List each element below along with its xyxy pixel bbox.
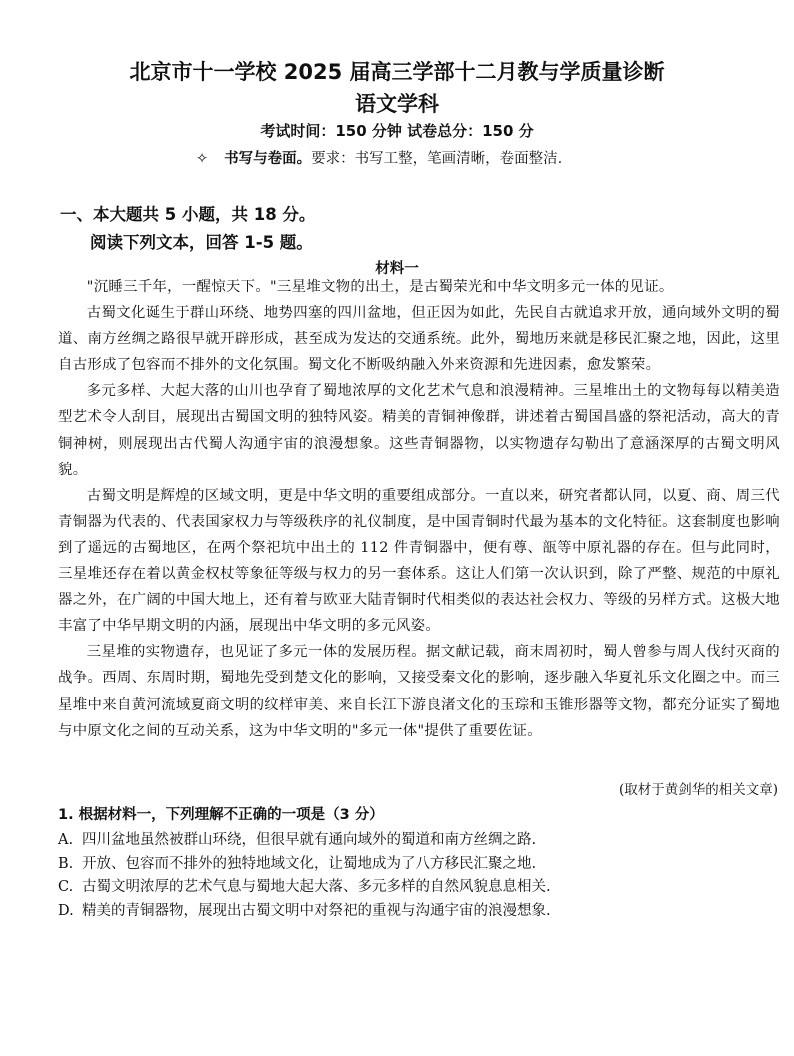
option-b bbox=[58, 853, 758, 877]
question-stem: 1. 根据材料一，下列理解不正确的一项是（3 分） bbox=[58, 807, 384, 823]
option-letter: D. bbox=[58, 902, 74, 919]
exam-subject: 语文学科 bbox=[355, 92, 439, 116]
option-text: 精美的青铜器物，展现出古蜀文明中对祭祀的重视与沟通宇宙的浪漫想象. bbox=[82, 902, 551, 919]
option-c bbox=[58, 876, 758, 900]
writing-note bbox=[196, 147, 562, 168]
passage bbox=[58, 274, 780, 744]
passage-paragraph: 古蜀文明是辉煌的区域文明，更是中华文明的重要组成部分。一直以来，研究者都认同，以夏、商、周三代青铜器为代表的、代表国家权力与等级秩序的礼仪制度，是中国青铜时代最为基本的文化特征。这套制度也影响到了遥远的古蜀地区，在两个祭祀坑中出土的 112 件青铜器中，便有尊、瓿等中原礼器的存在。但与此同时，三星堆还存在着以黄金权杖等象征等级与权力的另一套体系。这让人们第一次认识到，除了严整、规范的中原礼器之外，在广阔的中国大地上，还有着与欧亚大陆青铜时代相类似的表达社会权力、等级的另样方式。这极大地丰富了中华早期文明的内涵，展现出中华文明的多元风姿。 bbox=[58, 487, 780, 635]
option-letter: C. bbox=[58, 879, 74, 895]
option-text: 四川盆地虽然被群山环绕，但很早就有通向域外的蜀道和南方丝绸之路. bbox=[82, 832, 537, 848]
diamond-icon: ✧ bbox=[196, 151, 209, 167]
option-a bbox=[58, 829, 758, 853]
exam-time-info: 考试时间：150 分钟 试卷总分：150 分 bbox=[260, 122, 534, 140]
section-instruction: 阅读下列文本，回答 1-5 题。 bbox=[90, 233, 313, 252]
passage-source: (取材于黄剑华的相关文章) bbox=[618, 782, 778, 798]
passage-paragraph: "沉睡三千年，一醒惊天下。"三星堆文物的出土，是古蜀荣光和中华文明多元一体的见证。 bbox=[86, 279, 674, 295]
option-d bbox=[58, 900, 758, 924]
question-options bbox=[58, 829, 758, 923]
passage-paragraph: 古蜀文化诞生于群山环绕、地势四塞的四川盆地，但正因为如此，先民自古就追求开放，通向域外文明的蜀道、南方丝绸之路很早就开辟形成，甚至成为发达的交通系统。此外，蜀地历来就是移民汇聚之地，因此，这里自古形成了包容而不排外的文化氛围。蜀文化不断吸纳融入外来资源和先进因素，愈发繁荣。 bbox=[58, 305, 780, 374]
material-title: 材料一 bbox=[375, 261, 419, 277]
writing-note-text: 要求：书写工整，笔画清晰，卷面整洁. bbox=[311, 151, 563, 167]
option-text: 古蜀文明浓厚的艺术气息与蜀地大起大落、多元多样的自然风貌息息相关. bbox=[82, 879, 551, 895]
option-text: 开放、包容而不排外的独特地域文化，让蜀地成为了八方移民汇聚之地. bbox=[82, 855, 537, 872]
option-letter: B. bbox=[58, 855, 74, 872]
option-letter: A. bbox=[58, 832, 74, 848]
passage-paragraph: 三星堆的实物遗存，也见证了多元一体的发展历程。据文献记载，商末周初时，蜀人曾参与周人伐纣灭商的战争。西周、东周时期，蜀地先受到楚文化的影响，又接受秦文化的影响，逐步融入华夏礼乐文化圈之中。而三星堆中来自黄河流域夏商文明的纹样审美、来自长江下游良渚文化的玉琮和玉锥形器等文物，都充分证实了蜀地与中原文化之间的互动关系，这为中华文明的"多元一体"提供了重要佐证。 bbox=[58, 644, 780, 739]
passage-paragraph: 多元多样、大起大落的山川也孕育了蜀地浓厚的文化艺术气息和浪漫精神。三星堆出土的文物每每以精美造型艺术令人刮目，展现出古蜀国文明的独特风姿。精美的青铜神像群，讲述着古蜀国昌盛的祭祀活动，高大的青铜神树，则展现出古代蜀人沟通宇宙的浪漫想象。这些青铜器物，以实物遗存勾勒出了意涵深厚的古蜀文明风貌。 bbox=[58, 383, 780, 478]
writing-note-label: 书写与卷面。 bbox=[224, 151, 312, 167]
exam-title: 北京市十一学校 2025 届高三学部十二月教与学质量诊断 bbox=[129, 60, 665, 84]
section-heading: 一、本大题共 5 小题，共 18 分。 bbox=[60, 205, 316, 224]
